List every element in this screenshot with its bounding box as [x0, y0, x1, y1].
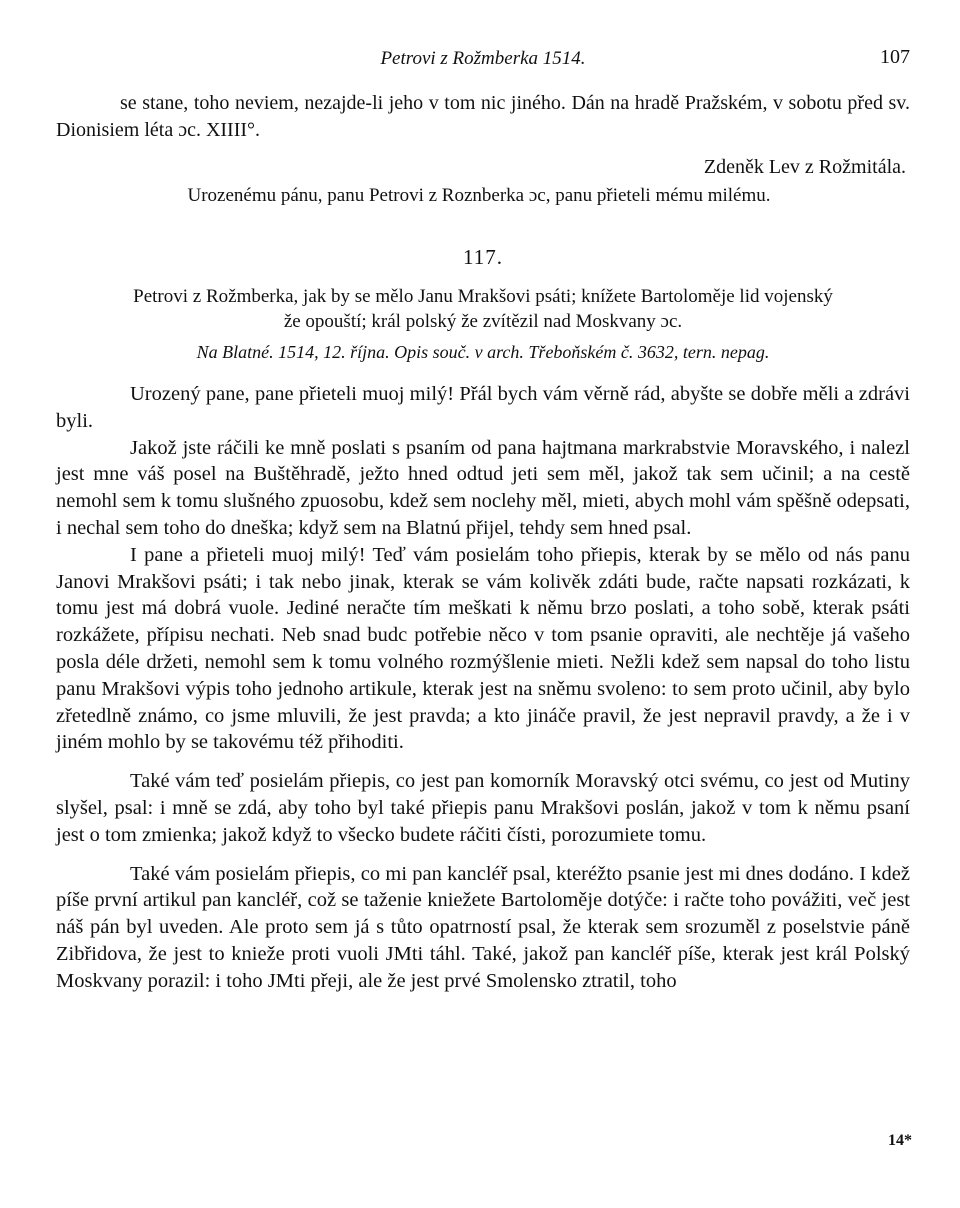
previous-letter-ending: se stane, toho neviem, nezajde-li jeho v tom nic jiného. Dán na hradě Pražském, v sobotu před sv. Dionisiem léta ɔc. XIIII°. [56, 92, 910, 141]
page-number: 107 [880, 46, 910, 68]
paragraph: Urozený pane, pane přieteli muoj milý! Přál bych vám věrně rád, abyšte se dobře měli a zdrávi byli. [56, 383, 910, 432]
regest-line: Petrovi z Rožmberka, jak by se mělo Janu Mrakšovi psáti; knížete Bartoloměje lid vojenský [133, 286, 833, 307]
letter-signature: Zdeněk Lev z Rožmitála. [703, 156, 906, 178]
paragraph: I pane a přieteli muoj milý! Teď vám posielám toho přiepis, kterak by se mělo od nás panu Janovi Mrakšovi psáti; i tak nebo jinak, kterak se vám kolivěk zdáti bude, račte napsati rozkázati, k tomu jest má dobrá vuole. Jediné neračte tím meškati k němu brzo poslati, a toho sobě, kterak psáti rozkážete, přípisu nechati. Neb snad budc potřebie něco v tom psanie opraviti, ale nechtěje já vašeho posla déle držeti, nemohl sem k tomu volného rozmýšlenie mieti. Nežli kdež sem napsal do toho listu panu Mrakšovi výpis toho jednoho artikule, kterak jest na sněmu svoleno: to sem proto učinil, aby bylo zřetedlně známo, co jsme mluvili, že jest pravda; a kto jináče pravil, že jest nepravil pravdy, a že i v jiném mohlo by se takovému též přihoditi. [56, 543, 910, 754]
document-number: 117. [463, 245, 503, 269]
paragraph: Také vám teď posielám přiepis, co jest pan komorník Moravský otci svému, co jest od Mutiny slyšel, psal: i mně se zdá, aby toho byl také přiepis panu Mrakšovi poslán, jakož v tom k němu psaní jest o tom zmienka; jakož když to všecko budete ráčiti čísti, porozumiete tomu. [56, 770, 910, 846]
letter-body [56, 381, 910, 995]
document-regest [56, 284, 910, 334]
printer-signature-mark: 14* [888, 1132, 912, 1149]
running-title: Petrovi z Rožmberka 1514. [380, 48, 586, 69]
letter-address: Urozenému pánu, panu Petrovi z Roznberka ɔc, panu přieteli mému milému. [187, 185, 771, 206]
regest-line: že opouští; král polský že zvítězil nad Moskvany ɔc. [283, 311, 683, 332]
paragraph: Také vám posielám přiepis, co mi pan kancléř psal, kteréžto psanie jest mi dnes dodáno. I kdež píše první artikul pan kancléř, což se taženie kniežete Bartoloměje dotýče: i račte toho povážiti, več jest náš pán byl uveden. Ale proto sem já s tůto opatrností psal, že kterak sem srozuměl z poselstvie páně Zibřidova, že jest to knieže proti vuoli JMti táhl. Také, jakož pan kancléř píše, kterak jest král Polský Moskvany porazil: i toho JMti přeji, ale že jest prvé Smolensko ztratil, toho [56, 862, 910, 992]
source-note: Na Blatné. 1514, 12. října. Opis souč. v arch. Třeboňském č. 3632, tern. nepag. [196, 342, 770, 362]
book-page [56, 40, 910, 995]
paragraph: Jakož jste ráčili ke mně poslati s psaním od pana hajtmana markrabstvie Moravského, i nalezl jest mne váš posel na Buštěhradě, ježto hned odtud jeti sem měl, jakož tak sem učinil; a na cestě nemohl sem k tomu slušného zpuosobu, kdež sem noclehy měl, mieti, abych mohl vám spěšně odepsati, i nechal sem toho do dneška; když sem na Blatnú přijel, tehdy sem hned psal. [56, 436, 910, 539]
running-head [56, 40, 910, 76]
